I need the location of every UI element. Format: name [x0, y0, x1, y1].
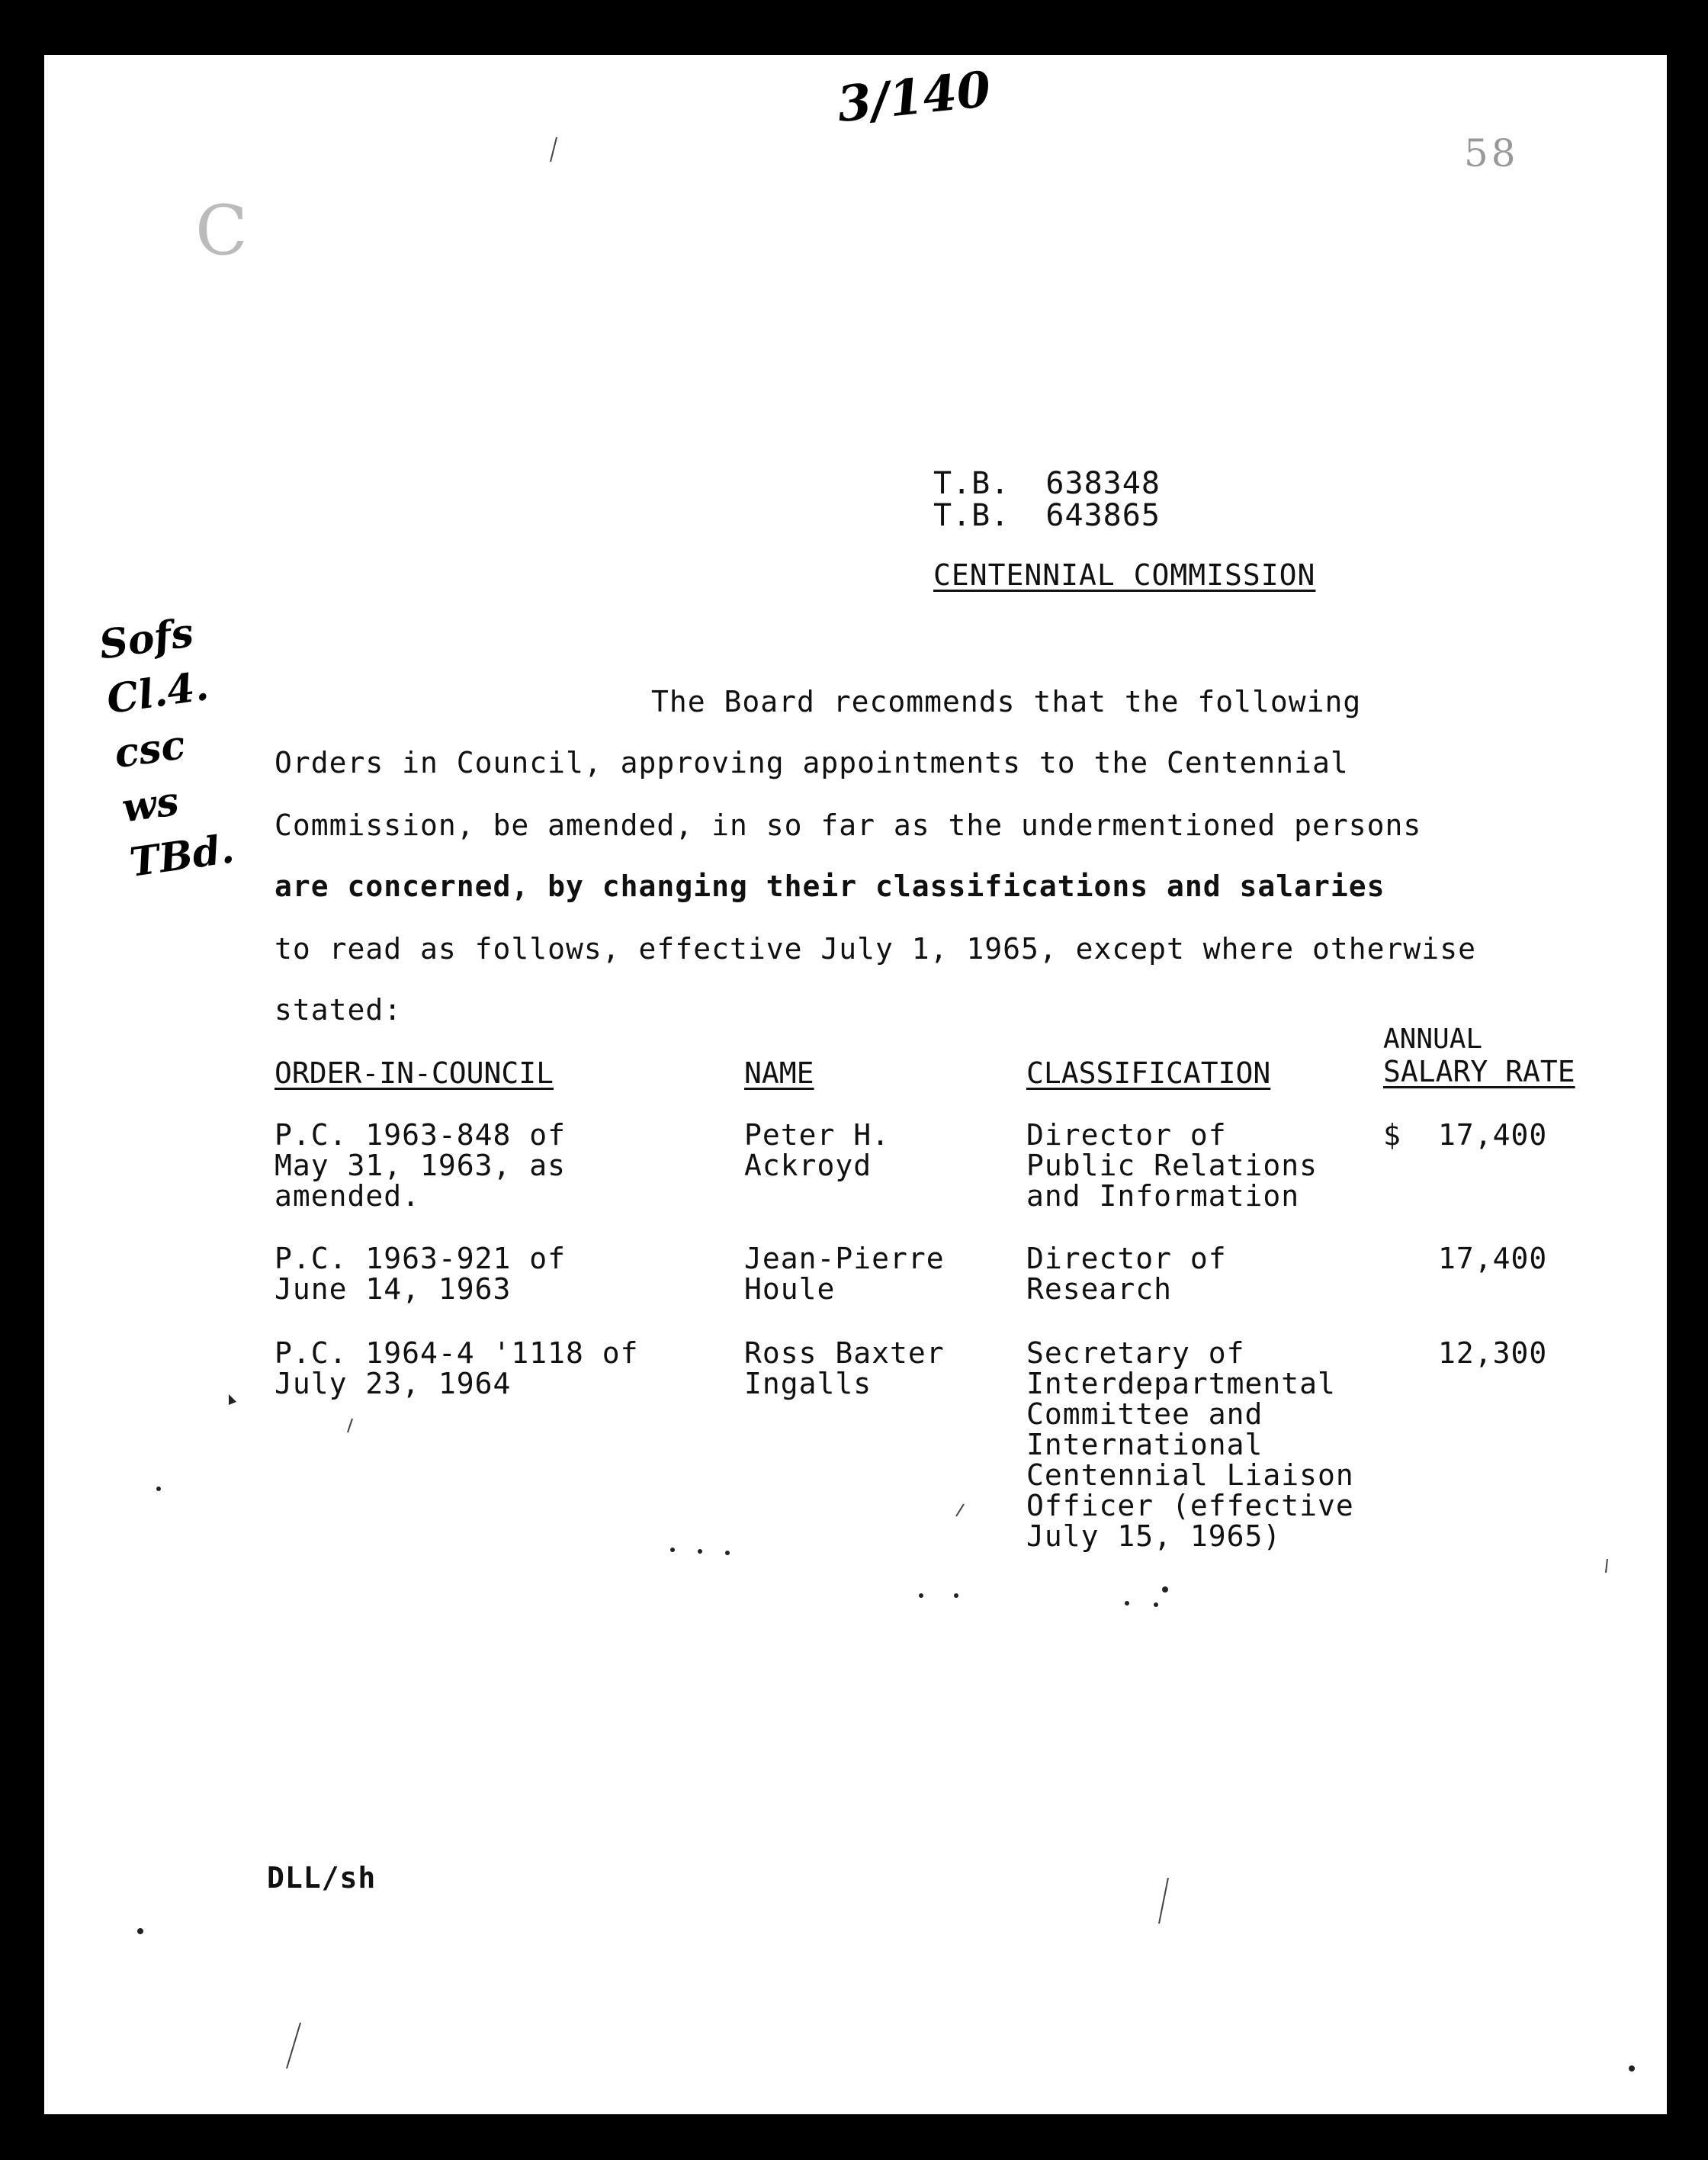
column-header-classification: CLASSIFICATION [1026, 1056, 1271, 1090]
typist-initials: DLL/sh [267, 1861, 377, 1895]
scan-marks [44, 55, 1667, 2114]
cell-line: Research [1026, 1272, 1173, 1306]
cell-line: Jean-Pierre [744, 1242, 945, 1275]
margin-note-line: ws [119, 777, 182, 832]
tb-number: 638348 [1045, 466, 1161, 501]
table-row-salary: 12,300 [1438, 1336, 1548, 1370]
paragraph-line: Commission, be amended, in so far as the undermentioned persons [274, 808, 1422, 842]
cell-line: amended. [274, 1179, 421, 1213]
column-header-order: ORDER-IN-COUNCIL [274, 1056, 554, 1090]
cell-line: Director of [1026, 1242, 1227, 1275]
tb-label: T.B. [933, 498, 1010, 533]
paragraph-line: stated: [274, 993, 403, 1027]
cell-line: Centennial Liaison [1026, 1458, 1354, 1492]
cell-line: Public Relations [1026, 1149, 1318, 1182]
margin-note-line: csc [111, 721, 188, 778]
cell-line: Ingalls [744, 1367, 872, 1400]
paragraph-line: to read as follows, effective July 1, 1965, except where otherwise [274, 932, 1476, 966]
cell-line: Ackroyd [744, 1149, 872, 1182]
document-heading: CENTENNIAL COMMISSION [933, 558, 1316, 592]
cell-line: May 31, 1963, as [274, 1149, 567, 1182]
cell-line: July 15, 1965) [1026, 1519, 1282, 1553]
paragraph-line: The Board recommends that the following [651, 685, 1362, 718]
cell-line: Interdepartmental [1026, 1367, 1336, 1400]
table-row-salary: 17,400 [1438, 1118, 1548, 1152]
cell-line: Officer (effective [1026, 1489, 1354, 1522]
cell-line: International [1026, 1428, 1263, 1461]
cell-line: July 23, 1964 [274, 1367, 512, 1400]
table-row-salary: 17,400 [1438, 1242, 1548, 1275]
cell-line: Houle [744, 1272, 836, 1306]
handwritten-file-number: 3/140 [834, 60, 994, 134]
cell-line: Secretary of [1026, 1336, 1245, 1370]
paragraph-line: Orders in Council, approving appointments to the Centennial [274, 746, 1349, 779]
margin-note-line: Sofs [96, 609, 197, 669]
cell-line: P.C. 1963-921 of [274, 1242, 567, 1275]
cell-line: P.C. 1963-848 of [274, 1118, 567, 1152]
page-number: 58 [1464, 131, 1519, 175]
cell-line: Committee and [1026, 1397, 1263, 1431]
margin-note-line: TBd. [127, 825, 237, 886]
paragraph-line: are concerned, by changing their classifications and salaries [274, 869, 1385, 903]
cell-line: Peter H. [744, 1118, 891, 1152]
salary-header-bottom: SALARY RATE [1383, 1055, 1575, 1088]
salary-header-top: ANNUAL [1383, 1024, 1483, 1055]
cell-line: P.C. 1964-4 '1118 of [274, 1336, 639, 1370]
column-header-name: NAME [744, 1056, 814, 1090]
corner-mark: C [195, 191, 248, 271]
tb-label: T.B. [933, 466, 1010, 501]
cell-line: June 14, 1963 [274, 1272, 512, 1306]
currency-symbol: $ [1383, 1118, 1401, 1152]
cell-line: and Information [1026, 1179, 1300, 1213]
document-page [44, 55, 1667, 2114]
cell-line: Ross Baxter [744, 1336, 945, 1370]
tb-number: 643865 [1045, 498, 1161, 533]
margin-note-line: Cl.4. [104, 662, 212, 723]
cell-line: Director of [1026, 1118, 1227, 1152]
